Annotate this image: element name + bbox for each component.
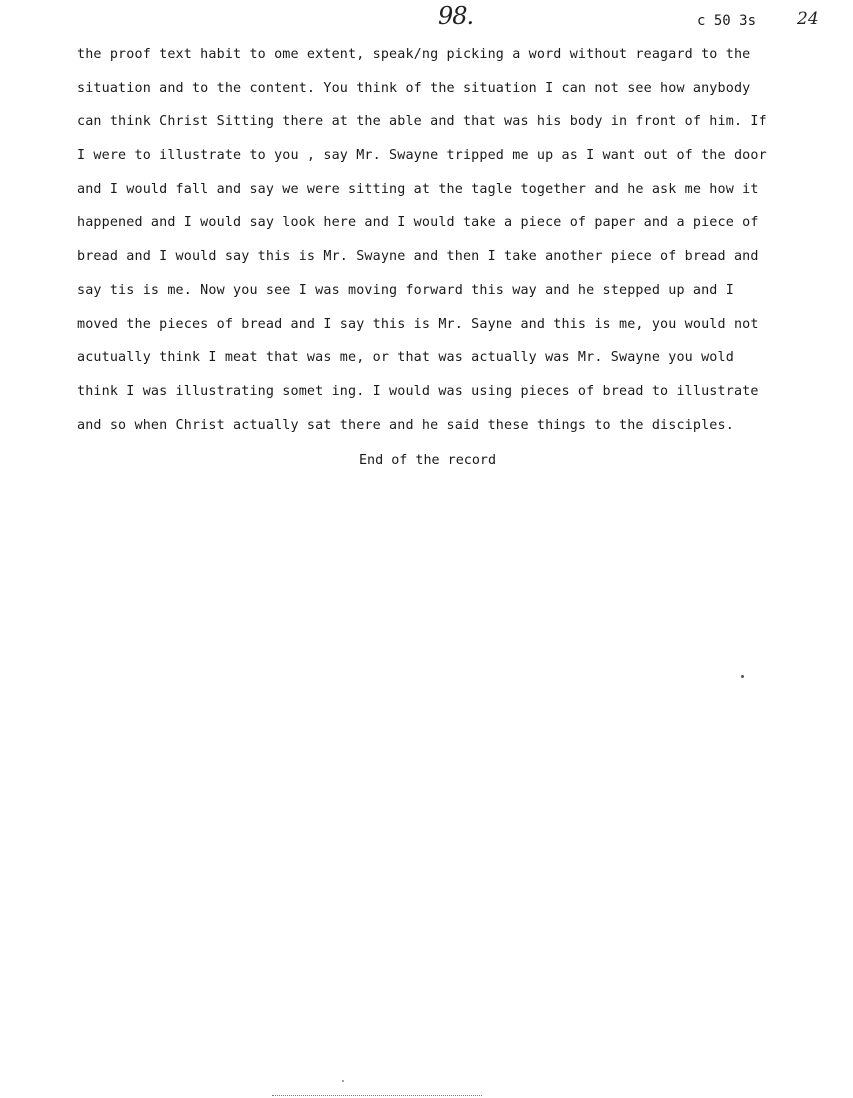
text-line-2: situation and to the content. You think of the situation I can not see how anybody [77,80,751,96]
transcript-body [77,43,837,447]
scan-speck [342,1080,344,1082]
text-line-10: acutually think I meat that was me, or that was actually was Mr. Swayne you wold [77,350,734,366]
page-number: 24 [797,9,819,29]
text-line-11: think I was illustrating somet ing. I would was using pieces of bread to illustrate [77,383,759,399]
end-of-record: End of the record [359,453,497,468]
handwritten-page-number: 98. [438,2,474,30]
text-line-3: can think Christ Sitting there at the able and that was his body in front of him. If [77,114,767,130]
text-line-5: and I would fall and say we were sitting at the tagle together and he ask me how it [77,181,759,197]
text-line-9: moved the pieces of bread and I say this is Mr. Sayne and this is me, you would not [77,316,759,332]
text-line-1: the proof text habit to ome extent, speak/ng picking a word without reagard to the [77,47,751,62]
text-line-4: I were to illustrate to you , say Mr. Swayne tripped me up as I want out of the door [77,148,767,164]
reference-code: c 50 3s [697,13,757,29]
scan-speck [741,675,744,678]
footer-rule [272,1095,482,1096]
text-line-6: happened and I would say look here and I would take a piece of paper and a piece of [77,215,759,231]
text-line-12: and so when Christ actually sat there and he said these things to the disciples. [77,417,734,433]
text-line-7: bread and I would say this is Mr. Swayne and then I take another piece of bread and [77,249,759,265]
text-line-8: say tis is me. Now you see I was moving forward this way and he stepped up and I [77,282,734,298]
